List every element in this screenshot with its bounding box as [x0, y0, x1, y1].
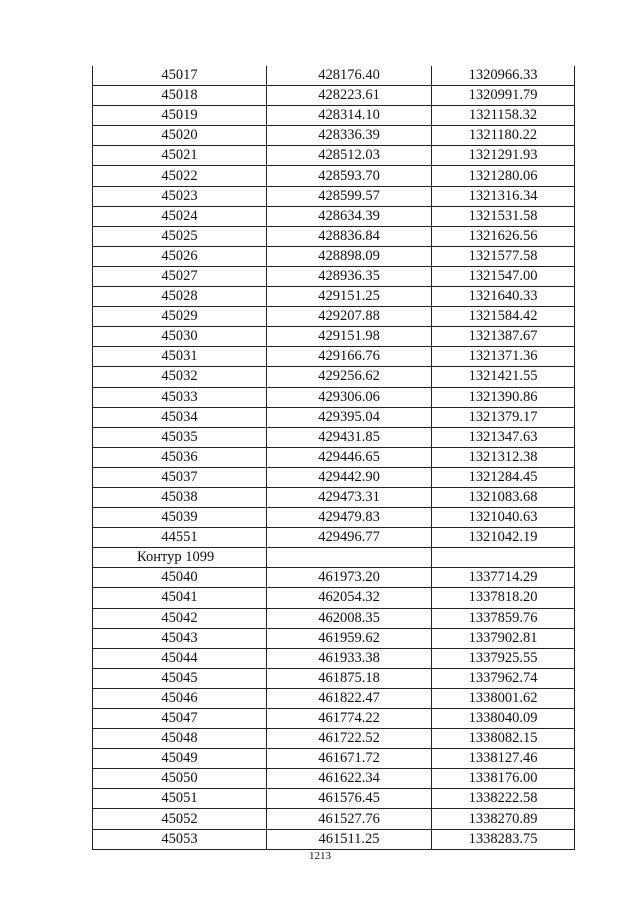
x-coordinate-cell: 461722.52 [267, 729, 432, 749]
x-coordinate-cell: 461875.18 [267, 668, 432, 688]
x-coordinate-cell: 461933.38 [267, 648, 432, 668]
y-coordinate-cell: 1321640.33 [432, 287, 575, 307]
point-id-cell: 45041 [93, 588, 267, 608]
point-id-cell: 45024 [93, 206, 267, 226]
coordinates-table-body [93, 66, 575, 849]
y-coordinate-cell: 1321421.55 [432, 367, 575, 387]
y-coordinate-cell [432, 548, 575, 568]
table-row [93, 487, 575, 507]
point-id-cell: 45027 [93, 266, 267, 286]
y-coordinate-cell: 1321626.56 [432, 226, 575, 246]
x-coordinate-cell: 461959.62 [267, 628, 432, 648]
point-id-cell: 45029 [93, 307, 267, 327]
table-row [93, 709, 575, 729]
table-row [93, 427, 575, 447]
y-coordinate-cell: 1321371.36 [432, 347, 575, 367]
y-coordinate-cell: 1321291.93 [432, 146, 575, 166]
y-coordinate-cell: 1337714.29 [432, 568, 575, 588]
x-coordinate-cell: 461511.25 [267, 829, 432, 849]
x-coordinate-cell: 429207.88 [267, 307, 432, 327]
point-id-cell: 45040 [93, 568, 267, 588]
point-id-cell: 45034 [93, 407, 267, 427]
table-row [93, 688, 575, 708]
x-coordinate-cell: 429151.98 [267, 327, 432, 347]
x-coordinate-cell: 462054.32 [267, 588, 432, 608]
table-row [93, 628, 575, 648]
x-coordinate-cell: 461822.47 [267, 688, 432, 708]
x-coordinate-cell: 429442.90 [267, 467, 432, 487]
x-coordinate-cell: 429473.31 [267, 487, 432, 507]
table-row [93, 568, 575, 588]
point-id-cell: 45031 [93, 347, 267, 367]
point-id-cell: 45018 [93, 86, 267, 106]
x-coordinate-cell: 428936.35 [267, 266, 432, 286]
point-id-cell: 45053 [93, 829, 267, 849]
y-coordinate-cell: 1321584.42 [432, 307, 575, 327]
point-id-cell: 45048 [93, 729, 267, 749]
y-coordinate-cell: 1338001.62 [432, 688, 575, 708]
point-id-cell: 45052 [93, 809, 267, 829]
x-coordinate-cell: 428336.39 [267, 126, 432, 146]
point-id-cell: 45039 [93, 508, 267, 528]
table-row [93, 327, 575, 347]
contour-label: Контур 1099 [93, 548, 267, 568]
x-coordinate-cell: 461527.76 [267, 809, 432, 829]
table-row [93, 729, 575, 749]
table-row [93, 226, 575, 246]
point-id-cell: 45032 [93, 367, 267, 387]
x-coordinate-cell: 429256.62 [267, 367, 432, 387]
x-coordinate-cell: 428593.70 [267, 166, 432, 186]
table-row [93, 66, 575, 86]
table-row [93, 86, 575, 106]
contour-heading-row [93, 548, 575, 568]
x-coordinate-cell: 428176.40 [267, 66, 432, 86]
table-row [93, 608, 575, 628]
x-coordinate-cell: 461671.72 [267, 749, 432, 769]
coordinates-table [92, 66, 575, 850]
point-id-cell: 45023 [93, 186, 267, 206]
table-row [93, 287, 575, 307]
point-id-cell: 45037 [93, 467, 267, 487]
x-coordinate-cell [267, 548, 432, 568]
point-id-cell: 45047 [93, 709, 267, 729]
y-coordinate-cell: 1337902.81 [432, 628, 575, 648]
point-id-cell: 45043 [93, 628, 267, 648]
table-row [93, 508, 575, 528]
x-coordinate-cell: 429446.65 [267, 447, 432, 467]
point-id-cell: 45022 [93, 166, 267, 186]
y-coordinate-cell: 1321347.63 [432, 427, 575, 447]
table-row [93, 266, 575, 286]
point-id-cell: 45019 [93, 106, 267, 126]
x-coordinate-cell: 461622.34 [267, 769, 432, 789]
point-id-cell: 45033 [93, 387, 267, 407]
x-coordinate-cell: 461576.45 [267, 789, 432, 809]
y-coordinate-cell: 1320966.33 [432, 66, 575, 86]
point-id-cell: 45020 [93, 126, 267, 146]
point-id-cell: 45046 [93, 688, 267, 708]
x-coordinate-cell: 429151.25 [267, 287, 432, 307]
table-row [93, 347, 575, 367]
x-coordinate-cell: 428634.39 [267, 206, 432, 226]
y-coordinate-cell: 1321577.58 [432, 246, 575, 266]
table-row [93, 206, 575, 226]
y-coordinate-cell: 1338127.46 [432, 749, 575, 769]
point-id-cell: 45042 [93, 608, 267, 628]
x-coordinate-cell: 429166.76 [267, 347, 432, 367]
table-row [93, 387, 575, 407]
y-coordinate-cell: 1338082.15 [432, 729, 575, 749]
table-row [93, 407, 575, 427]
table-row [93, 769, 575, 789]
y-coordinate-cell: 1321387.67 [432, 327, 575, 347]
table-row [93, 106, 575, 126]
table-row [93, 367, 575, 387]
x-coordinate-cell: 429479.83 [267, 508, 432, 528]
y-coordinate-cell: 1338176.00 [432, 769, 575, 789]
table-row [93, 809, 575, 829]
table-row [93, 528, 575, 548]
point-id-cell: 44551 [93, 528, 267, 548]
y-coordinate-cell: 1321042.19 [432, 528, 575, 548]
y-coordinate-cell: 1321547.00 [432, 266, 575, 286]
x-coordinate-cell: 428314.10 [267, 106, 432, 126]
x-coordinate-cell: 429431.85 [267, 427, 432, 447]
table-row [93, 749, 575, 769]
y-coordinate-cell: 1338270.89 [432, 809, 575, 829]
table-row [93, 789, 575, 809]
point-id-cell: 45045 [93, 668, 267, 688]
y-coordinate-cell: 1338222.58 [432, 789, 575, 809]
x-coordinate-cell: 428898.09 [267, 246, 432, 266]
y-coordinate-cell: 1337818.20 [432, 588, 575, 608]
table-row [93, 588, 575, 608]
y-coordinate-cell: 1321390.86 [432, 387, 575, 407]
table-row [93, 246, 575, 266]
point-id-cell: 45030 [93, 327, 267, 347]
x-coordinate-cell: 428836.84 [267, 226, 432, 246]
y-coordinate-cell: 1321180.22 [432, 126, 575, 146]
page-number: 1213 [309, 850, 331, 862]
y-coordinate-cell: 1321083.68 [432, 487, 575, 507]
point-id-cell: 45049 [93, 749, 267, 769]
y-coordinate-cell: 1321379.17 [432, 407, 575, 427]
point-id-cell: 45051 [93, 789, 267, 809]
y-coordinate-cell: 1320991.79 [432, 86, 575, 106]
point-id-cell: 45025 [93, 226, 267, 246]
x-coordinate-cell: 429306.06 [267, 387, 432, 407]
y-coordinate-cell: 1321280.06 [432, 166, 575, 186]
y-coordinate-cell: 1321284.45 [432, 467, 575, 487]
x-coordinate-cell: 461973.20 [267, 568, 432, 588]
y-coordinate-cell: 1321040.63 [432, 508, 575, 528]
table-row [93, 146, 575, 166]
x-coordinate-cell: 461774.22 [267, 709, 432, 729]
x-coordinate-cell: 428599.57 [267, 186, 432, 206]
y-coordinate-cell: 1337962.74 [432, 668, 575, 688]
table-row [93, 126, 575, 146]
point-id-cell: 45028 [93, 287, 267, 307]
y-coordinate-cell: 1338040.09 [432, 709, 575, 729]
table-row [93, 447, 575, 467]
table-row [93, 829, 575, 849]
y-coordinate-cell: 1321312.38 [432, 447, 575, 467]
table-row [93, 467, 575, 487]
table-row [93, 186, 575, 206]
table-row [93, 668, 575, 688]
point-id-cell: 45017 [93, 66, 267, 86]
x-coordinate-cell: 462008.35 [267, 608, 432, 628]
x-coordinate-cell: 429395.04 [267, 407, 432, 427]
y-coordinate-cell: 1321316.34 [432, 186, 575, 206]
table-row [93, 166, 575, 186]
table-row [93, 307, 575, 327]
point-id-cell: 45044 [93, 648, 267, 668]
point-id-cell: 45021 [93, 146, 267, 166]
point-id-cell: 45050 [93, 769, 267, 789]
y-coordinate-cell: 1321158.32 [432, 106, 575, 126]
table-row [93, 648, 575, 668]
point-id-cell: 45026 [93, 246, 267, 266]
y-coordinate-cell: 1337925.55 [432, 648, 575, 668]
x-coordinate-cell: 429496.77 [267, 528, 432, 548]
y-coordinate-cell: 1321531.58 [432, 206, 575, 226]
x-coordinate-cell: 428223.61 [267, 86, 432, 106]
y-coordinate-cell: 1337859.76 [432, 608, 575, 628]
point-id-cell: 45036 [93, 447, 267, 467]
point-id-cell: 45035 [93, 427, 267, 447]
point-id-cell: 45038 [93, 487, 267, 507]
y-coordinate-cell: 1338283.75 [432, 829, 575, 849]
x-coordinate-cell: 428512.03 [267, 146, 432, 166]
